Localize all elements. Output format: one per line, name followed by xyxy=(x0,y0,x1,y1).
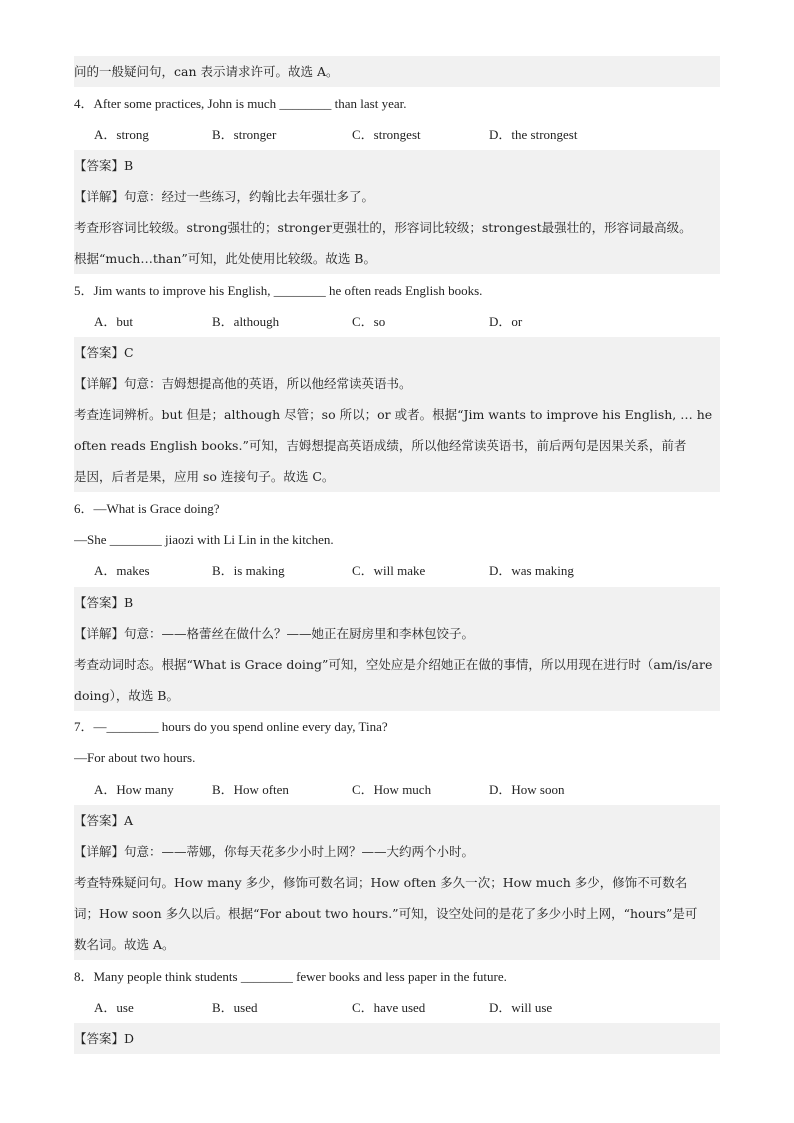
answer-line: 【答案】B xyxy=(74,587,720,618)
answer-line: 【答案】D xyxy=(74,1023,720,1054)
question-7-reply: —For about two hours. xyxy=(74,750,196,765)
explanation-line: 考查连词辨析。but 但是；although 尽管；so 所以；or 或者。根据“Jim wants to improve his English, … he xyxy=(74,399,720,430)
option-d: D．How soon xyxy=(489,782,565,797)
option-c: C．How much xyxy=(352,782,432,797)
question-5-options xyxy=(74,306,720,337)
option-b: B．stronger xyxy=(212,127,277,142)
option-d: D．will use xyxy=(489,1000,553,1015)
explanation-line: 问的一般疑问句，can 表示请求许可。故选 A。 xyxy=(74,56,720,87)
option-b: B．How often xyxy=(212,782,289,797)
explanation-line: doing），故选 B。 xyxy=(74,680,720,711)
option-a: A．use xyxy=(94,1000,134,1015)
explanation-line: 【详解】句意：——蒂娜，你每天花多少小时上网？——大约两个小时。 xyxy=(74,836,720,867)
explanation-line: 词；How soon 多久以后。根据“For about two hours.”可知，设空处问的是花了多少小时上网，“hours”是可 xyxy=(74,898,720,929)
answer-line: 【答案】B xyxy=(74,150,720,181)
option-a: A．but xyxy=(94,314,134,329)
option-c: C．have used xyxy=(352,1000,426,1015)
explanation-line: 【详解】句意：经过一些练习，约翰比去年强壮多了。 xyxy=(74,181,720,212)
explanation-line: 考查动词时态。根据“What is Grace doing”可知，空处应是介绍她正在做的事情，所以用现在进行时（am/is/are xyxy=(74,649,720,680)
option-a: A．makes xyxy=(94,563,150,578)
explanation-line: 是因，后者是果，应用 so 连接句子。故选 C。 xyxy=(74,461,720,492)
answer-line: 【答案】C xyxy=(74,337,720,368)
explanation-line: 数名词。故选 A。 xyxy=(74,929,720,960)
option-d: D．or xyxy=(489,314,523,329)
question-7: 7．—________ hours do you spend online every day, Tina? xyxy=(74,719,388,734)
answer-line: 【答案】A xyxy=(74,805,720,836)
explanation-line: 根据“much…than”可知，此处使用比较级。故选 B。 xyxy=(74,243,720,274)
option-d: D．the strongest xyxy=(489,127,578,142)
question-7-options xyxy=(74,774,720,805)
option-b: B．although xyxy=(212,314,280,329)
option-c: C．will make xyxy=(352,563,426,578)
question-5: 5．Jim wants to improve his English, ________ he often reads English books. xyxy=(74,283,483,298)
option-a: A．How many xyxy=(94,782,174,797)
option-b: B．used xyxy=(212,1000,258,1015)
question-8: 8．Many people think students ________ fewer books and less paper in the future. xyxy=(74,969,507,984)
question-6-reply: —She ________ jiaozi with Li Lin in the kitchen. xyxy=(74,532,334,547)
explanation-line: 考查形容词比较级。strong强壮的；stronger更强壮的，形容词比较级；strongest最强壮的，形容词最高级。 xyxy=(74,212,720,243)
explanation-line: 【详解】句意：吉姆想提高他的英语，所以他经常读英语书。 xyxy=(74,368,720,399)
option-c: C．so xyxy=(352,314,386,329)
question-6: 6．—What is Grace doing? xyxy=(74,501,220,516)
question-4-options xyxy=(74,119,720,150)
option-c: C．strongest xyxy=(352,127,421,142)
explanation-line: often reads English books.”可知，吉姆想提高英语成绩，所以他经常读英语书，前后两句是因果关系，前者 xyxy=(74,430,720,461)
question-4: 4．After some practices, John is much ________ than last year. xyxy=(74,96,407,111)
option-b: B．is making xyxy=(212,563,285,578)
explanation-line: 【详解】句意：——格蕾丝在做什么？——她正在厨房里和李林包饺子。 xyxy=(74,618,720,649)
question-8-options xyxy=(74,992,720,1023)
option-a: A．strong xyxy=(94,127,149,142)
question-6-options xyxy=(74,555,720,586)
option-d: D．was making xyxy=(489,563,574,578)
explanation-line: 考查特殊疑问句。How many 多少，修饰可数名词；How often 多久一次；How much 多少，修饰不可数名 xyxy=(74,867,720,898)
